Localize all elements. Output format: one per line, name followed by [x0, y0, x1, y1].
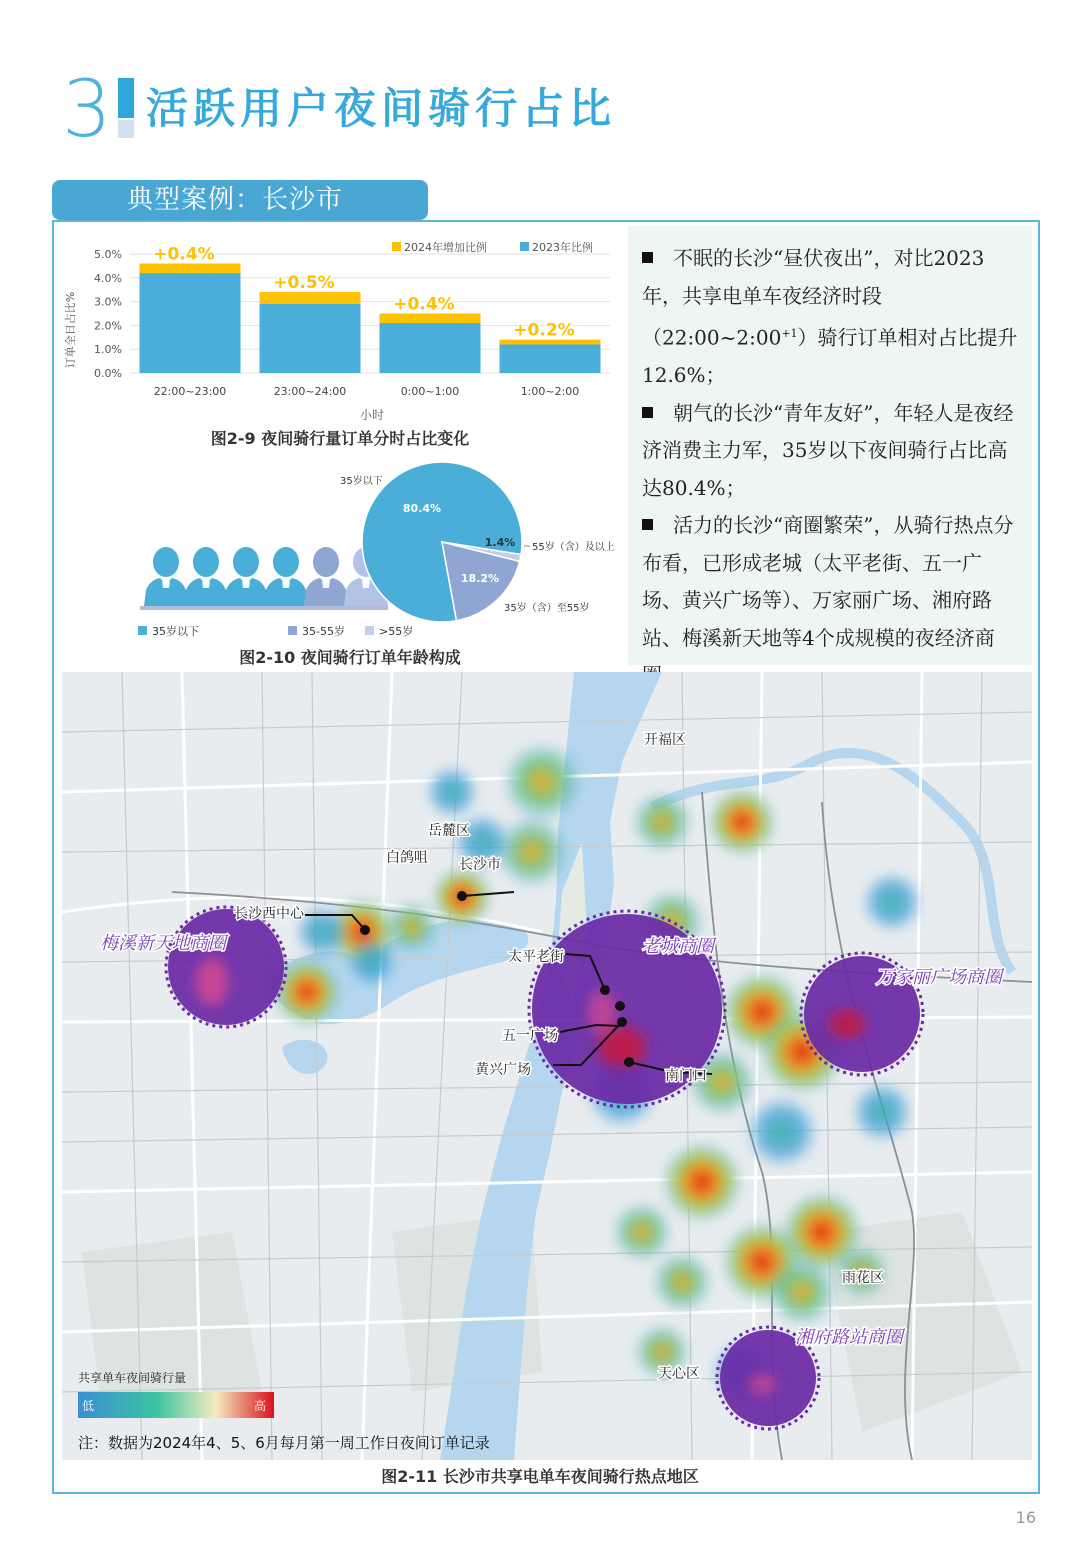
increase-label: +0.4%	[393, 294, 455, 315]
bar-2024-increase	[380, 314, 481, 324]
label-meixi: 梅溪新天地商圈	[100, 933, 226, 954]
summary-point-3: 活力的长沙“商圈繁荣”，从骑行热点分布看，已形成老城（太平老街、五一广场、黄兴广场等）、万家丽广场、湘府路站、梅溪新天地等4个成规模的夜经济商	[642, 513, 1014, 650]
label-tianxin: 天心区	[658, 1366, 700, 1382]
increase-label: +0.5%	[273, 273, 335, 294]
y-tick-label: 2.0%	[94, 319, 122, 333]
person-head-icon	[153, 547, 179, 577]
chart-bars	[140, 264, 601, 373]
label-yuelu: 岳麓区	[428, 823, 470, 839]
bullet-square-icon	[642, 407, 653, 418]
x-tick-label: 23:00~24:00	[273, 385, 347, 398]
legend-swatch-base	[520, 242, 529, 251]
chart-ylabel: 订单全日占比%	[64, 291, 77, 369]
label-xizhongxin: 长沙西中心	[234, 906, 304, 922]
legend-swatch-increase	[392, 242, 401, 251]
pie-value-label: 1.4%	[484, 536, 516, 549]
pie-chart	[362, 462, 522, 622]
age-figure	[130, 458, 626, 644]
person-head-icon	[313, 547, 339, 577]
bar-2023	[380, 323, 481, 373]
summary-textbox	[628, 226, 1032, 665]
y-tick-label: 3.0%	[94, 295, 122, 309]
section-number: 3	[62, 65, 112, 155]
map-legend-high: 高	[254, 1399, 267, 1413]
figure-caption-2-9: 图2-9 夜间骑行量订单分时占比变化	[210, 429, 470, 448]
case-tab: 典型案例：长沙市	[52, 180, 428, 220]
age-legend-3: >55岁	[379, 625, 414, 638]
pie-label-over55: 55岁（含）及以上	[532, 542, 615, 553]
x-tick-label: 22:00~23:00	[153, 385, 227, 398]
pie-label-under35: 35岁以下	[340, 476, 383, 487]
legend-base: 2023年比例	[532, 241, 593, 254]
label-wuyi: 五一广场	[502, 1028, 558, 1044]
pie-value-label: 80.4%	[402, 502, 442, 515]
y-tick-label: 1.0%	[94, 343, 122, 357]
chart-xlabel: 小时	[360, 408, 385, 422]
person-head-icon	[233, 547, 259, 577]
label-changshashi: 长沙市	[459, 857, 501, 873]
section-accent-bar-light	[118, 120, 134, 138]
map-legend-low: 低	[82, 1399, 95, 1413]
circle-meixi	[168, 909, 284, 1025]
figure-caption-2-10: 图2-10 夜间骑行订单年龄构成	[239, 648, 461, 667]
legend-increase: 2024年增加比例	[404, 241, 487, 254]
age-legend-2: 35-55岁	[302, 625, 345, 638]
label-oldcity: 老城商圈	[642, 936, 714, 957]
map-legend-gradient	[78, 1392, 274, 1418]
people-icons	[144, 547, 388, 606]
label-baigezui: 白鸽咀	[386, 850, 428, 866]
bar-chart	[60, 230, 626, 430]
map-note: 注：数据为2024年4、5、6月每月第一周工作日夜间订单记录	[78, 1434, 490, 1452]
label-yuhua: 雨花区	[842, 1270, 884, 1286]
bar-2023	[500, 344, 601, 373]
bar-2024-increase	[140, 264, 241, 274]
bar-2023	[260, 304, 361, 373]
y-tick-label: 5.0%	[94, 248, 122, 261]
heat-map	[62, 672, 1032, 1460]
label-wanjiali: 万家丽广场商圈	[876, 967, 1002, 988]
section-accent-bar	[118, 78, 134, 118]
label-taiping: 太平老街	[508, 949, 564, 965]
person-head-icon	[193, 547, 219, 577]
bar-2024-increase	[260, 292, 361, 304]
summary-point-1: 不眠的长沙“昼伏夜出”，对比2023年，共享电单车夜经济时段$(22:00\sim 2:00^{+1})$骑行订单相对占比提升12.6%；	[642, 246, 1018, 388]
label-nanmenkou: 南门口	[665, 1068, 707, 1084]
increase-label: +0.2%	[513, 320, 575, 341]
x-tick-label: 0:00~1:00	[400, 385, 460, 398]
increase-label: +0.4%	[153, 244, 215, 265]
bullet-square-icon	[642, 519, 653, 530]
label-kaifu: 开福区	[644, 732, 686, 748]
bullet-square-icon	[642, 252, 653, 263]
pie-value-label: 18.2%	[460, 572, 500, 585]
section-title: 活跃用户夜间骑行占比	[146, 84, 617, 133]
figure-caption-2-11: 图2-11 长沙市共享电单车夜间骑行热点地区	[381, 1467, 699, 1486]
page-number: 16	[1015, 1508, 1036, 1527]
age-legend-1: 35岁以下	[152, 625, 199, 638]
label-xiangfu: 湘府路站商圈	[795, 1327, 903, 1348]
label-huangxing: 黄兴广场	[475, 1062, 531, 1078]
people-baseline	[140, 606, 388, 610]
map-legend-title: 共享单车夜间骑行量	[78, 1371, 187, 1385]
x-tick-label: 1:00~2:00	[520, 385, 580, 398]
bar-2023	[140, 273, 241, 373]
y-tick-label: 0.0%	[94, 367, 122, 380]
y-tick-label: 4.0%	[94, 271, 122, 285]
person-head-icon	[273, 547, 299, 577]
summary-point-2: 朝气的长沙“青年友好”，年轻人是夜经济消费主力军，35岁以下夜间骑行占比高达80.4%；	[642, 400, 1014, 500]
pie-label-35to55: 35岁（含）至55岁	[504, 603, 590, 614]
